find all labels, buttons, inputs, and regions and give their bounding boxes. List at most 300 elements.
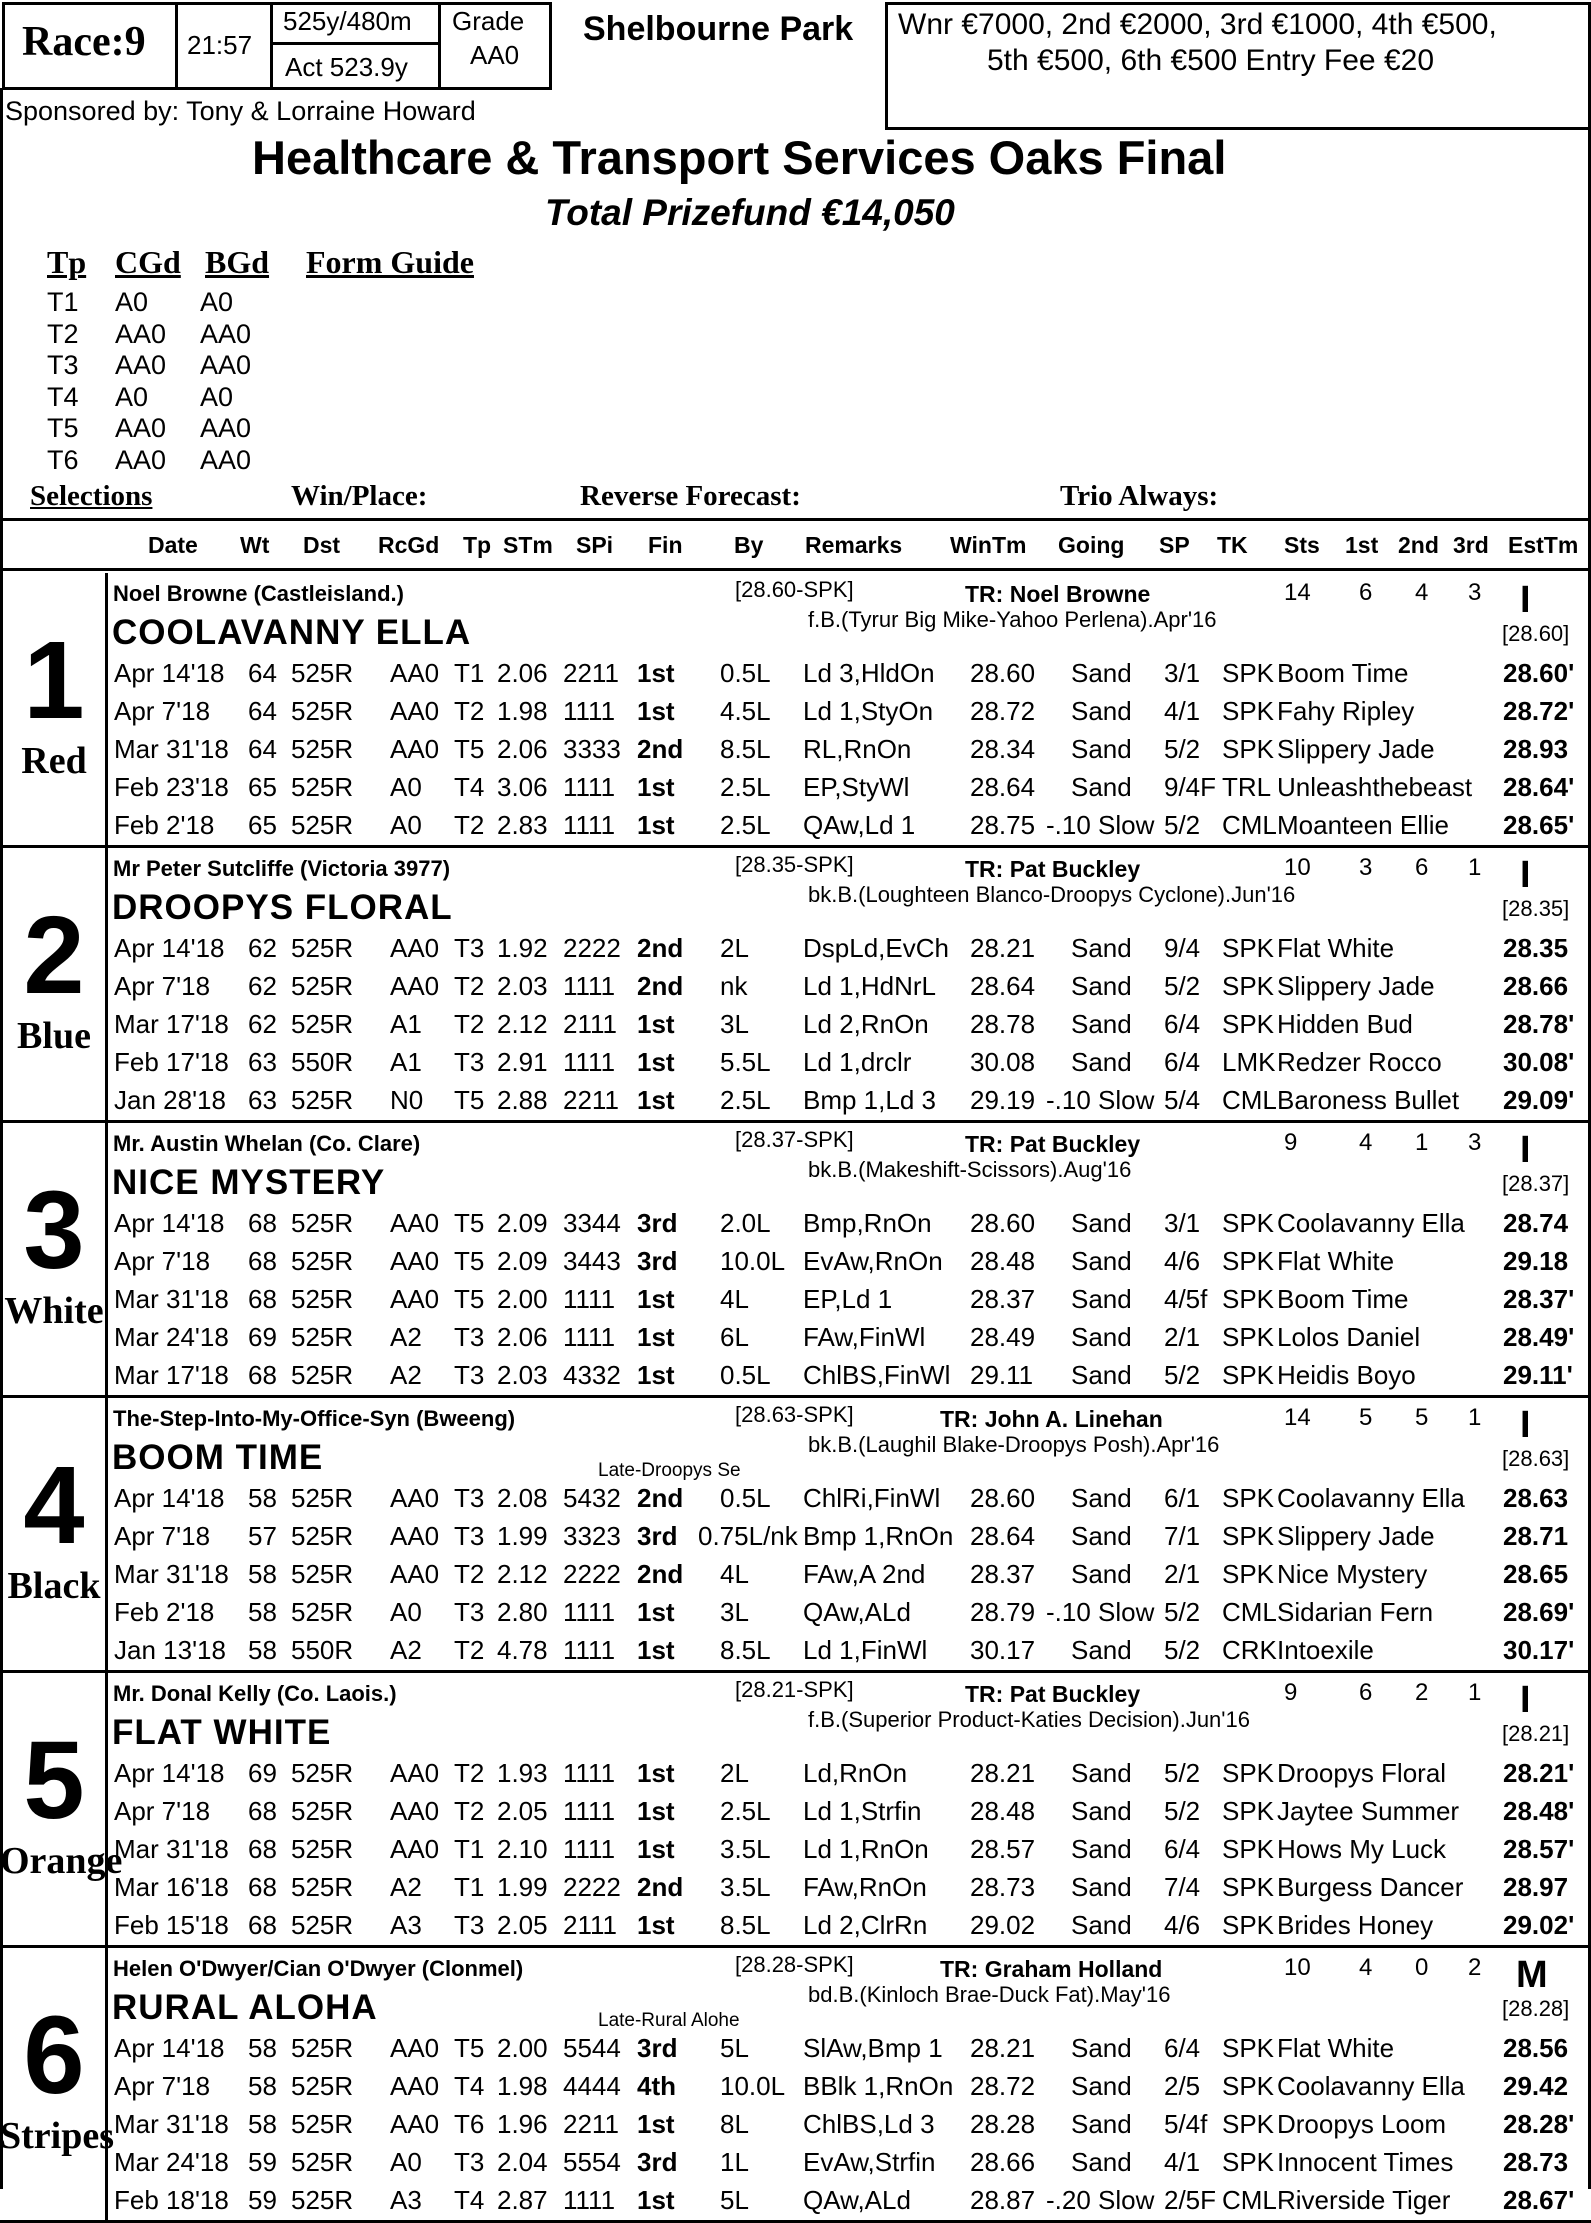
estimated-time: 28.37' xyxy=(1503,1284,1575,1314)
trap: T3 xyxy=(454,1521,485,1551)
weight: 64 xyxy=(248,734,277,764)
form-row xyxy=(112,1246,1591,1284)
remarks: Bmp 1,Ld 3 xyxy=(803,1085,936,1115)
finish-position: 1st xyxy=(637,1834,675,1864)
split-positions: 1111 xyxy=(563,772,616,802)
estimated-time: 28.49' xyxy=(1503,1322,1575,1352)
distance: 525R xyxy=(291,2071,354,2101)
estimated-time: 30.08' xyxy=(1503,1047,1575,1077)
distance: 550R xyxy=(291,1047,354,1077)
split-positions: 1111 xyxy=(563,1047,616,1077)
split-positions: 1111 xyxy=(563,1635,616,1665)
trap: T3 xyxy=(454,1910,485,1940)
beaten-by: 1L xyxy=(720,2147,749,2177)
trap-colour: Orange xyxy=(0,1840,123,1882)
wins-count: 5 xyxy=(1359,1404,1373,1431)
distance-divider xyxy=(270,42,441,45)
race-date: Feb 2'18 xyxy=(114,1597,215,1627)
guide-cell: T6 xyxy=(47,444,79,475)
race-date: Apr 7'18 xyxy=(114,1246,211,1276)
weight: 62 xyxy=(248,933,277,963)
breeding-info: bk.B.(Loughteen Blanco-Droopys Cyclone).Jun'16 xyxy=(808,882,1296,907)
trap-number: 1 xyxy=(23,619,85,742)
trap: T5 xyxy=(454,1085,485,1115)
remarks: QAw,ALd xyxy=(803,1597,911,1627)
race-date: Apr 7'18 xyxy=(114,1521,211,1551)
guide-cell: T4 xyxy=(47,381,79,412)
beaten-by: 0.5L xyxy=(720,658,771,688)
race-date: Mar 31'18 xyxy=(114,734,229,764)
race-grade: A3 xyxy=(390,1910,422,1940)
distance: 525R xyxy=(291,1009,354,1039)
runner-mark: I xyxy=(1520,1129,1531,1171)
track: SPK xyxy=(1222,1360,1275,1390)
split-positions: 2211 xyxy=(563,2109,619,2139)
distance: 525R xyxy=(291,1872,354,1902)
breeding-info: bk.B.(Makeshift-Scissors).Aug'16 xyxy=(808,1157,1132,1182)
finish-position: 2nd xyxy=(637,1483,684,1513)
starting-price: 3/1 xyxy=(1164,658,1201,688)
split-positions: 4444 xyxy=(563,2071,621,2101)
beaten-by: 6L xyxy=(720,1322,749,1352)
form-row xyxy=(112,1834,1591,1872)
weight: 62 xyxy=(248,1009,277,1039)
distance: 525R xyxy=(291,1322,354,1352)
finish-position: 1st xyxy=(637,1360,675,1390)
beaten-by: 4L xyxy=(720,1284,749,1314)
remarks: EvAw,RnOn xyxy=(803,1246,943,1276)
distance: 525R xyxy=(291,1483,354,1513)
weight: 64 xyxy=(248,658,277,688)
track: SPK xyxy=(1222,1284,1275,1314)
race-date: Apr 14'18 xyxy=(114,1758,225,1788)
form-row xyxy=(112,1910,1591,1948)
track: SPK xyxy=(1222,1559,1275,1589)
winning-time: 28.37 xyxy=(970,1284,1036,1314)
race-title: Healthcare & Transport Services Oaks Final xyxy=(252,131,1227,184)
finish-position: 1st xyxy=(637,810,675,840)
weight: 59 xyxy=(248,2185,277,2215)
runner-mark: I xyxy=(1520,579,1531,621)
trap: T2 xyxy=(454,1009,485,1039)
winning-time: 30.17 xyxy=(970,1635,1036,1665)
trap: T2 xyxy=(454,810,485,840)
starting-price: 6/1 xyxy=(1164,1483,1201,1513)
form-row xyxy=(112,1360,1591,1398)
trap-number: 3 xyxy=(23,1169,85,1292)
trap: T4 xyxy=(454,2185,485,2215)
finish-position: 3rd xyxy=(637,1208,678,1238)
weight: 65 xyxy=(248,772,277,802)
going: Sand xyxy=(1071,1246,1132,1276)
race-date: Mar 31'18 xyxy=(114,2109,229,2139)
distance: 525R xyxy=(291,1521,354,1551)
late-note: Late-Rural Alohe xyxy=(598,2010,740,2031)
starts-count: 10 xyxy=(1284,1954,1311,1981)
distance: 525R xyxy=(291,1559,354,1589)
guide-cell: T3 xyxy=(47,350,79,380)
track: SPK xyxy=(1222,933,1275,963)
going: -.10 Slow xyxy=(1046,1597,1155,1627)
remarks: DspLd,EvCh xyxy=(803,933,949,963)
winner-or-second: Flat White xyxy=(1277,2033,1395,2063)
split-positions: 1111 xyxy=(563,971,616,1001)
weight: 62 xyxy=(248,971,277,1001)
winner-or-second: Redzer Rocco xyxy=(1277,1047,1442,1077)
trap: T3 xyxy=(454,933,485,963)
race-grade: AA0 xyxy=(390,1521,440,1551)
finish-position: 1st xyxy=(637,696,675,726)
track: SPK xyxy=(1222,1208,1275,1238)
form-row xyxy=(112,1483,1591,1521)
weight: 58 xyxy=(248,2071,277,2101)
winner-or-second: Moanteen Ellie xyxy=(1277,810,1449,840)
form-row xyxy=(112,1009,1591,1047)
column-header: TK xyxy=(1217,532,1248,558)
finish-position: 1st xyxy=(637,658,675,688)
trap: T5 xyxy=(454,1246,485,1276)
winner-or-second: Droopys Floral xyxy=(1277,1758,1447,1788)
race-grade: AA0 xyxy=(390,1834,440,1864)
weight: 58 xyxy=(248,1559,277,1589)
distance: 525R xyxy=(291,1796,354,1826)
distance: 525R xyxy=(291,1246,354,1276)
sectional-time: 3.06 xyxy=(497,772,548,802)
distance: 525R xyxy=(291,2185,354,2215)
best-time: [28.35-SPK] xyxy=(735,852,854,877)
total-prizefund: Total Prizefund €14,050 xyxy=(545,192,955,233)
distance: 525R xyxy=(291,658,354,688)
split-positions: 3344 xyxy=(563,1208,621,1238)
sectional-time: 2.88 xyxy=(497,1085,548,1115)
winner-or-second: Coolavanny Ella xyxy=(1277,1208,1465,1238)
remarks: EvAw,Strfin xyxy=(803,2147,936,2177)
race-grade: AA0 xyxy=(390,933,440,963)
starting-price: 5/2 xyxy=(1164,1597,1201,1627)
prize-line-2: 5th €500, 6th €500 Entry Fee €20 xyxy=(987,44,1434,77)
going: Sand xyxy=(1071,1758,1132,1788)
going: Sand xyxy=(1071,2071,1132,2101)
form-row xyxy=(112,1635,1591,1673)
weight: 59 xyxy=(248,2147,277,2177)
best-time: [28.21-SPK] xyxy=(735,1677,854,1702)
race-date: Feb 23'18 xyxy=(114,772,229,802)
form-row xyxy=(112,658,1591,696)
column-header: Remarks xyxy=(805,532,903,558)
winning-time: 28.48 xyxy=(970,1796,1036,1826)
guide-cell: AA0 xyxy=(200,350,252,380)
finish-position: 3rd xyxy=(637,1246,678,1276)
weight: 58 xyxy=(248,1483,277,1513)
winning-time: 28.21 xyxy=(970,933,1036,963)
sectional-time: 1.98 xyxy=(497,696,548,726)
split-positions: 1111 xyxy=(563,696,616,726)
going: Sand xyxy=(1071,1796,1132,1826)
going: Sand xyxy=(1071,658,1132,688)
track: SPK xyxy=(1222,1322,1275,1352)
sponsor-text: Sponsored by: Tony & Lorraine Howard xyxy=(5,96,476,126)
track: SPK xyxy=(1222,2147,1275,2177)
best-time: [28.63-SPK] xyxy=(735,1402,854,1427)
track: CML xyxy=(1222,1597,1277,1627)
beaten-by: 0.75L/nk xyxy=(698,1521,798,1551)
column-header: 2nd xyxy=(1398,532,1439,558)
remarks: Bmp,RnOn xyxy=(803,1208,932,1238)
column-header: Going xyxy=(1058,532,1125,558)
form-row xyxy=(112,772,1591,810)
starting-price: 5/2 xyxy=(1164,1796,1201,1826)
race-grade: A2 xyxy=(390,1872,422,1902)
track: LMK xyxy=(1222,1047,1276,1077)
going: Sand xyxy=(1071,971,1132,1001)
split-positions: 1111 xyxy=(563,810,616,840)
trap-number: 2 xyxy=(23,894,85,1017)
starting-price: 5/2 xyxy=(1164,734,1201,764)
selections-label: Selections xyxy=(30,480,153,512)
remarks: FAw,A 2nd xyxy=(803,1559,926,1589)
split-positions: 3443 xyxy=(563,1246,621,1276)
trap: T2 xyxy=(454,1796,485,1826)
guide-header-bgd: BGd xyxy=(205,244,270,280)
sectional-time: 4.78 xyxy=(497,1635,548,1665)
starting-price: 5/4f xyxy=(1164,2109,1208,2139)
going: Sand xyxy=(1071,1834,1132,1864)
beaten-by: 5.5L xyxy=(720,1047,771,1077)
sectional-time: 2.91 xyxy=(497,1047,548,1077)
race-grade: AA0 xyxy=(390,1758,440,1788)
trap: T5 xyxy=(454,1208,485,1238)
estimated-best: [28.35] xyxy=(1502,896,1570,921)
remarks: EP,Ld 1 xyxy=(803,1284,893,1314)
trap-number: 6 xyxy=(23,1994,85,2117)
track: TRL xyxy=(1222,772,1272,802)
race-grade: A2 xyxy=(390,1322,422,1352)
split-positions: 1111 xyxy=(563,1796,616,1826)
going: Sand xyxy=(1071,1483,1132,1513)
race-date: Apr 14'18 xyxy=(114,1208,225,1238)
distance: 525R xyxy=(291,734,354,764)
starting-price: 5/4 xyxy=(1164,1085,1201,1115)
race-date: Apr 14'18 xyxy=(114,1483,225,1513)
distance: 525R xyxy=(291,933,354,963)
starting-price: 4/5f xyxy=(1164,1284,1208,1314)
winning-time: 28.72 xyxy=(970,2071,1036,2101)
race-date: Apr 7'18 xyxy=(114,1796,211,1826)
finish-position: 1st xyxy=(637,1597,675,1627)
race-grade: A0 xyxy=(390,810,422,840)
split-positions: 1111 xyxy=(563,1284,616,1314)
distance: 525R xyxy=(291,971,354,1001)
split-positions: 1111 xyxy=(563,1834,616,1864)
remarks: Bmp 1,RnOn xyxy=(803,1521,954,1551)
beaten-by: 5L xyxy=(720,2033,749,2063)
runner-mark: I xyxy=(1520,854,1531,896)
dog-name: BOOM TIME xyxy=(112,1438,324,1477)
race-date: Apr 14'18 xyxy=(114,658,225,688)
finish-position: 1st xyxy=(637,1796,675,1826)
column-header: SP xyxy=(1159,532,1190,558)
sectional-time: 2.87 xyxy=(497,2185,548,2215)
dog-name: NICE MYSTERY xyxy=(112,1163,386,1202)
race-grade: AA0 xyxy=(390,971,440,1001)
estimated-time: 28.71 xyxy=(1503,1521,1569,1551)
estimated-best: [28.63] xyxy=(1502,1446,1570,1471)
track: SPK xyxy=(1222,1009,1275,1039)
guide-cell: AA0 xyxy=(200,318,252,349)
race-grade: AA0 xyxy=(470,40,520,70)
winning-time: 28.48 xyxy=(970,1246,1036,1276)
race-grade: AA0 xyxy=(390,1208,440,1238)
guide-cell: A0 xyxy=(200,287,234,317)
race-grade: AA0 xyxy=(390,1796,440,1826)
beaten-by: nk xyxy=(720,971,748,1001)
estimated-time: 30.17' xyxy=(1503,1635,1575,1665)
form-row xyxy=(112,1597,1591,1635)
going: Sand xyxy=(1071,2033,1132,2063)
track: SPK xyxy=(1222,1483,1275,1513)
winning-time: 28.21 xyxy=(970,1758,1036,1788)
guide-cell: A0 xyxy=(115,287,149,317)
weight: 68 xyxy=(248,1246,277,1276)
finish-position: 1st xyxy=(637,1758,675,1788)
winner-or-second: Sidarian Fern xyxy=(1277,1597,1434,1627)
best-time: [28.28-SPK] xyxy=(735,1952,854,1977)
remarks: RL,RnOn xyxy=(803,734,912,764)
beaten-by: 8L xyxy=(720,2109,749,2139)
column-header: Wt xyxy=(240,532,270,558)
owner-name: Mr. Austin Whelan (Co. Clare) xyxy=(113,1131,421,1156)
beaten-by: 3.5L xyxy=(720,1872,771,1902)
split-positions: 2222 xyxy=(563,1559,621,1589)
split-positions: 2111 xyxy=(563,1910,617,1940)
winning-time: 28.37 xyxy=(970,1559,1036,1589)
column-header: By xyxy=(734,532,764,558)
guide-cell: AA0 xyxy=(200,444,252,475)
estimated-time: 28.28' xyxy=(1503,2109,1575,2139)
form-row xyxy=(112,1208,1591,1246)
race-date: Mar 31'18 xyxy=(114,1834,229,1864)
remarks: Ld 1,RnOn xyxy=(803,1834,929,1864)
wins-count: 3 xyxy=(1359,854,1373,881)
finish-position: 2nd xyxy=(637,1559,684,1589)
starting-price: 2/5F xyxy=(1164,2185,1217,2215)
estimated-time: 28.72' xyxy=(1503,696,1575,726)
race-grade: N0 xyxy=(390,1085,424,1115)
best-time: [28.37-SPK] xyxy=(735,1127,854,1152)
guide-header-cgd: CGd xyxy=(115,244,181,280)
finish-position: 3rd xyxy=(637,2147,678,2177)
starting-price: 9/4 xyxy=(1164,933,1201,963)
going: -.10 Slow xyxy=(1046,1085,1155,1115)
sectional-time: 2.06 xyxy=(497,734,548,764)
remarks: Ld 2,ClrRn xyxy=(803,1910,928,1940)
form-row xyxy=(112,810,1591,848)
weight: 68 xyxy=(248,1208,277,1238)
form-row xyxy=(112,2185,1591,2223)
remarks: ChlBS,FinWl xyxy=(803,1360,951,1390)
race-date: Mar 31'18 xyxy=(114,1284,229,1314)
split-positions: 5432 xyxy=(563,1483,621,1513)
going: Sand xyxy=(1071,1910,1132,1940)
trap: T6 xyxy=(454,2109,485,2139)
starts-count: 14 xyxy=(1284,579,1311,606)
race-date: Mar 17'18 xyxy=(114,1360,229,1390)
winner-or-second: Flat White xyxy=(1277,933,1395,963)
finish-position: 2nd xyxy=(637,734,684,764)
guide-header-form-guide: Form Guide xyxy=(306,244,474,280)
trap: T3 xyxy=(454,1597,485,1627)
going: Sand xyxy=(1071,1635,1132,1665)
guide-cell: T1 xyxy=(47,287,79,317)
wins-count: 4 xyxy=(1359,1129,1373,1156)
going: Sand xyxy=(1071,1284,1132,1314)
starts-count: 10 xyxy=(1284,854,1311,881)
trap: T3 xyxy=(454,1360,485,1390)
track: SPK xyxy=(1222,658,1275,688)
finish-position: 1st xyxy=(637,1085,675,1115)
winning-time: 28.64 xyxy=(970,1521,1036,1551)
beaten-by: 3.5L xyxy=(720,1834,771,1864)
guide-cell: T2 xyxy=(47,318,79,349)
estimated-time: 28.65' xyxy=(1503,810,1575,840)
estimated-time: 28.35 xyxy=(1503,933,1569,963)
breeding-info: bk.B.(Laughil Blake-Droopys Posh).Apr'16 xyxy=(808,1432,1220,1457)
finish-position: 1st xyxy=(637,1322,675,1352)
sectional-time: 2.06 xyxy=(497,1322,548,1352)
guide-divider xyxy=(0,518,1591,521)
form-row xyxy=(112,933,1591,971)
sectional-time: 2.10 xyxy=(497,1834,548,1864)
split-positions: 1111 xyxy=(563,1322,616,1352)
split-positions: 2111 xyxy=(563,1009,617,1039)
estimated-best: [28.28] xyxy=(1502,1996,1570,2021)
trap-colour: Blue xyxy=(17,1015,91,1057)
track: SPK xyxy=(1222,1834,1275,1864)
estimated-time: 28.21' xyxy=(1503,1758,1575,1788)
beaten-by: 2L xyxy=(720,1758,749,1788)
race-date: Mar 24'18 xyxy=(114,1322,229,1352)
wins-count: 6 xyxy=(1359,1679,1373,1706)
winning-time: 28.78 xyxy=(970,1009,1036,1039)
winner-or-second: Coolavanny Ella xyxy=(1277,2071,1465,2101)
starting-price: 4/6 xyxy=(1164,1910,1201,1940)
winning-time: 29.02 xyxy=(970,1910,1036,1940)
weight: 58 xyxy=(248,2109,277,2139)
winning-time: 28.60 xyxy=(970,1208,1036,1238)
going: Sand xyxy=(1071,1559,1132,1589)
winning-time: 28.73 xyxy=(970,1872,1036,1902)
remarks: ChlRi,FinWl xyxy=(803,1483,941,1513)
distance: 525R xyxy=(291,1834,354,1864)
winner-or-second: Hidden Bud xyxy=(1277,1009,1413,1039)
runner-section xyxy=(0,1123,1591,1398)
winner-or-second: Heidis Boyo xyxy=(1277,1360,1416,1390)
estimated-time: 28.69' xyxy=(1503,1597,1575,1627)
starting-price: 4/1 xyxy=(1164,696,1201,726)
winning-time: 28.72 xyxy=(970,696,1036,726)
estimated-time: 28.56 xyxy=(1503,2033,1569,2063)
track: CML xyxy=(1222,2185,1277,2215)
thirds-count: 2 xyxy=(1468,1954,1482,1981)
owner-name: Mr. Donal Kelly (Co. Laois.) xyxy=(113,1681,397,1706)
race-distance: 525y/480m xyxy=(283,6,412,36)
starting-price: 5/2 xyxy=(1164,1758,1201,1788)
distance: 525R xyxy=(291,1360,354,1390)
going: Sand xyxy=(1071,1322,1132,1352)
seconds-count: 5 xyxy=(1415,1404,1429,1431)
going: Sand xyxy=(1071,1009,1132,1039)
owner-name: Noel Browne (Castleisland.) xyxy=(113,581,404,606)
